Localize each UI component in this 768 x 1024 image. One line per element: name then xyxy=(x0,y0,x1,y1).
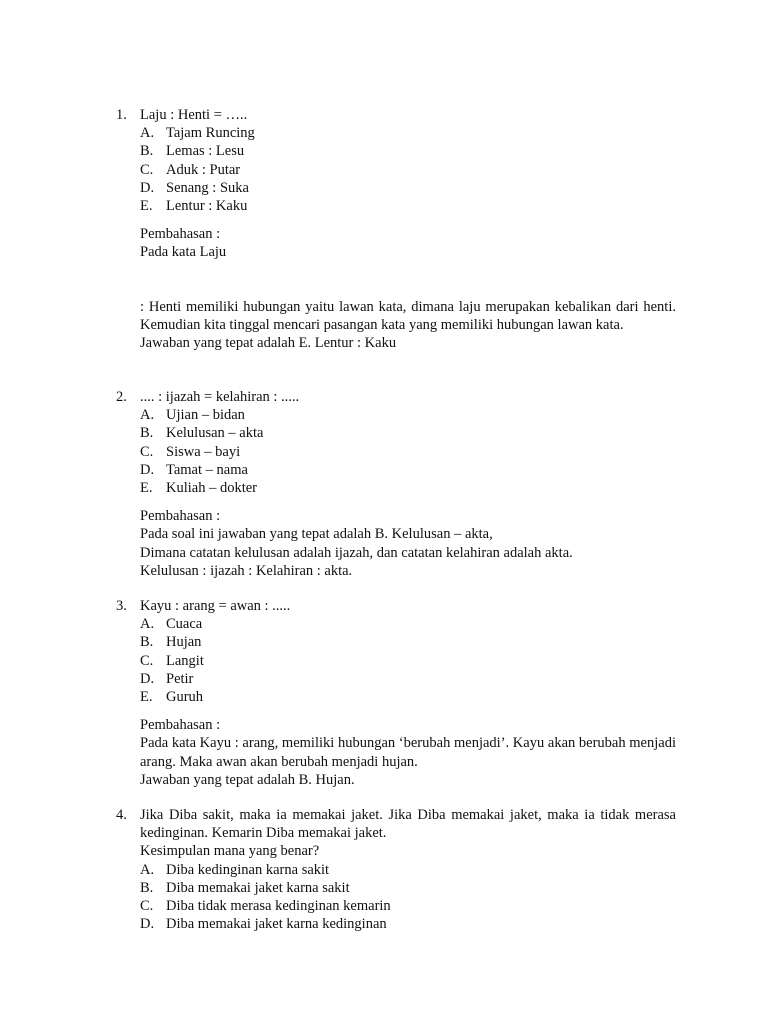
option-a xyxy=(140,861,676,879)
option-c xyxy=(140,161,676,179)
option-text: Diba memakai jaket karna kedinginan xyxy=(166,916,387,933)
option-letter: C. xyxy=(140,898,154,915)
option-c xyxy=(140,652,676,670)
explanation-line: Kelulusan : ijazah : Kelahiran : akta. xyxy=(140,562,353,579)
explanation-title: Pembahasan : xyxy=(140,508,221,525)
option-e xyxy=(140,479,676,497)
option-b xyxy=(140,633,676,651)
option-letter: C. xyxy=(140,652,154,669)
option-letter: A. xyxy=(140,407,155,424)
option-text: Diba kedinginan karna sakit xyxy=(166,861,330,878)
option-letter: E. xyxy=(140,689,153,706)
option-d xyxy=(140,670,676,688)
option-letter: A. xyxy=(140,616,155,633)
question-prompt: Kesimpulan mana yang benar? xyxy=(140,843,320,860)
option-letter: A. xyxy=(140,125,155,142)
option-letter: E. xyxy=(140,198,153,215)
option-text: Kelulusan – akta xyxy=(166,425,264,442)
option-a xyxy=(140,615,676,633)
question-4 xyxy=(116,806,676,933)
option-text: Hujan xyxy=(166,634,202,651)
option-text: Langit xyxy=(166,652,204,669)
explanation xyxy=(140,507,676,580)
explanation-line: Dimana catatan kelulusan adalah ijazah, dan catatan kelahiran adalah akta. xyxy=(140,544,573,561)
option-c xyxy=(140,897,676,915)
option-text: Cuaca xyxy=(166,616,203,633)
option-text: Lemas : Lesu xyxy=(166,143,245,160)
option-a xyxy=(140,406,676,424)
option-text: Kuliah – dokter xyxy=(166,480,258,497)
explanation-title: Pembahasan : xyxy=(140,226,221,243)
question-number: 2. xyxy=(116,389,127,405)
explanation-line: Pada soal ini jawaban yang tepat adalah B. Kelulusan – akta, xyxy=(140,526,493,543)
option-letter: E. xyxy=(140,480,153,497)
option-letter: D. xyxy=(140,461,155,478)
option-text: Tajam Runcing xyxy=(166,125,255,142)
question-stem: Jika Diba sakit, maka ia memakai jaket. Jika Diba memakai jaket, maka ia tidak merasa kedinginan. Kemarin Diba memakai jaket. xyxy=(140,807,676,842)
question-2 xyxy=(116,388,676,580)
option-c xyxy=(140,443,676,461)
option-d xyxy=(140,179,676,197)
option-b xyxy=(140,424,676,442)
option-letter: B. xyxy=(140,425,154,442)
question-number: 3. xyxy=(116,598,127,614)
question-1 xyxy=(116,106,676,352)
option-a xyxy=(140,124,676,142)
option-text: Lentur : Kaku xyxy=(166,198,248,215)
option-e xyxy=(140,197,676,215)
option-text: Senang : Suka xyxy=(166,179,249,196)
explanation-line: Jawaban yang tepat adalah E. Lentur : Kaku xyxy=(140,335,397,352)
question-3 xyxy=(116,597,676,789)
option-text: Ujian – bidan xyxy=(166,407,245,424)
option-letter: B. xyxy=(140,879,154,896)
option-text: Petir xyxy=(166,670,194,687)
explanation-line: : Henti memiliki hubungan yaitu lawan kata, dimana laju merupakan kebalikan dari henti. Kemudian kita tinggal mencari pasangan kata yang memiliki hubungan lawan kata. xyxy=(140,298,676,333)
explanation xyxy=(140,716,676,789)
option-text: Siswa – bayi xyxy=(166,443,241,460)
option-letter: D. xyxy=(140,916,155,933)
option-b xyxy=(140,142,676,160)
option-letter: D. xyxy=(140,670,155,687)
option-e xyxy=(140,688,676,706)
option-letter: B. xyxy=(140,143,154,160)
explanation-title: Pembahasan : xyxy=(140,717,221,734)
option-text: Guruh xyxy=(166,689,204,706)
option-text: Diba memakai jaket karna sakit xyxy=(166,879,350,896)
option-letter: C. xyxy=(140,161,154,178)
explanation-line: Pada kata Laju xyxy=(140,244,227,261)
question-number: 4. xyxy=(116,807,127,823)
option-text: Tamat – nama xyxy=(166,461,248,478)
option-d xyxy=(140,915,676,933)
option-letter: D. xyxy=(140,179,155,196)
option-letter: C. xyxy=(140,443,154,460)
option-text: Aduk : Putar xyxy=(166,161,241,178)
option-letter: A. xyxy=(140,861,155,878)
question-stem: Kayu : arang = awan : ..... xyxy=(140,598,291,614)
option-d xyxy=(140,461,676,479)
question-stem: Laju : Henti = ….. xyxy=(140,107,248,123)
option-letter: B. xyxy=(140,634,154,651)
option-b xyxy=(140,879,676,897)
question-stem: .... : ijazah = kelahiran : ..... xyxy=(140,389,300,405)
option-text: Diba tidak merasa kedinginan kemarin xyxy=(166,898,391,915)
explanation-line: Jawaban yang tepat adalah B. Hujan. xyxy=(140,771,355,788)
question-number: 1. xyxy=(116,107,127,123)
explanation xyxy=(140,225,676,352)
explanation-line: Pada kata Kayu : arang, memiliki hubungan ‘berubah menjadi’. Kayu akan berubah menjadi arang. Maka awan akan berubah menjadi hujan. xyxy=(140,735,676,770)
